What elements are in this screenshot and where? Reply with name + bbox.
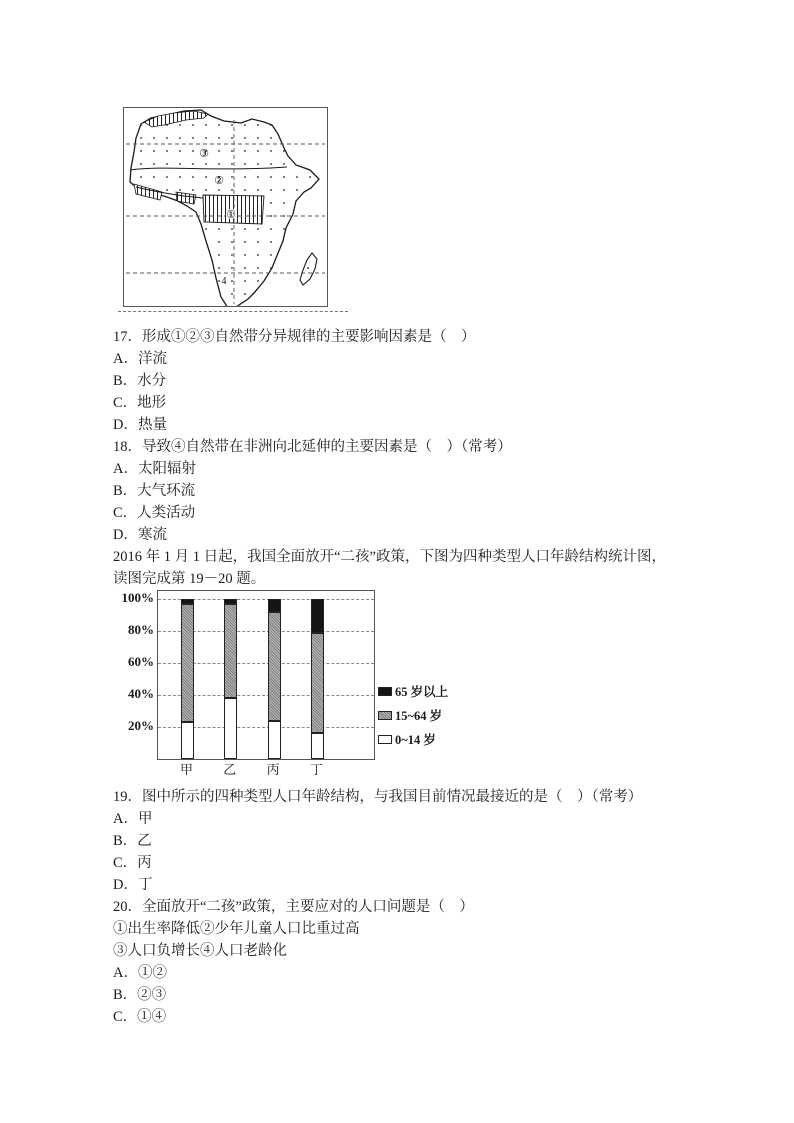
question-20-option-b: B．②③ — [113, 987, 167, 1003]
y-tick-label-40: 40% — [128, 686, 154, 701]
y-tick-label-80: 80% — [128, 622, 154, 637]
map-bottom-dashed-line — [118, 311, 348, 312]
question-18-option-b: B．大气环流 — [113, 483, 196, 499]
legend-item-15~64 岁 — [378, 703, 483, 727]
question-20-items-3-4: ③人口负增长④人口老龄化 — [113, 943, 287, 959]
bar-乙-15~64 岁 — [224, 604, 237, 698]
bar-乙-65 岁以上 — [224, 599, 237, 604]
map-label-zone4: 4 — [221, 276, 227, 287]
question-20-option-a: A．①② — [113, 965, 167, 981]
bar-丙-15~64 岁 — [268, 612, 281, 721]
chart-plot — [157, 590, 375, 760]
bar-甲-65 岁以上 — [181, 599, 194, 604]
question-18-option-a: A．太阳辐射 — [113, 461, 196, 477]
bar-甲-15~64 岁 — [181, 604, 194, 722]
question-17-option-b: B．水分 — [113, 373, 167, 389]
x-label-甲: 甲 — [179, 762, 193, 777]
map-label-zone3: ③ — [199, 148, 209, 160]
x-label-丙: 丙 — [266, 762, 280, 777]
question-18-option-d: D．寒流 — [113, 527, 167, 543]
question-17-option-a: A．洋流 — [113, 351, 167, 367]
africa-map-svg — [124, 108, 327, 306]
legend-item-65 岁以上 — [378, 679, 483, 703]
bar-丙-65 岁以上 — [268, 599, 281, 612]
question-20-text: 20．全面放开“二孩”政策，主要应对的人口问题是（ ） — [113, 899, 474, 915]
question-19-text: 19．图中所示的四种类型人口年龄结构，与我国目前情况最接近的是（ ）（常考） — [113, 789, 643, 805]
question-17-option-d: D．热量 — [113, 417, 167, 433]
x-label-乙: 乙 — [223, 762, 237, 777]
question-18-option-c: C．人类活动 — [113, 505, 196, 521]
y-tick-label-100: 100% — [121, 590, 154, 605]
question-19-option-d: D．丁 — [113, 877, 153, 893]
y-tick-label-60: 60% — [128, 654, 154, 669]
question-19-option-b: B．乙 — [113, 833, 152, 849]
bar-甲-0~14 岁 — [181, 722, 194, 759]
question-17-option-c: C．地形 — [113, 395, 167, 411]
bar-乙-0~14 岁 — [224, 698, 237, 759]
legend-label-0~14 岁: 0~14 岁 — [395, 733, 436, 747]
legend-label-65 岁以上: 65 岁以上 — [395, 685, 449, 699]
question-19-option-a: A．甲 — [113, 811, 153, 827]
bar-丁-65 岁以上 — [311, 599, 324, 633]
legend-swatch-65 岁以上 — [378, 687, 392, 696]
chart-legend — [378, 679, 483, 751]
intro-line-1: 2016 年 1 月 1 日起，我国全面放开“二孩”政策，下图为四种类型人口年龄结构统计图， — [113, 549, 666, 565]
intro-line-2: 读图完成第 19－20 题。 — [113, 571, 266, 587]
question-18-text: 18．导致④自然带在非洲向北延伸的主要因素是（ ）（常考） — [113, 439, 512, 455]
population-age-chart — [120, 583, 485, 788]
map-label-zone2: ② — [214, 175, 224, 187]
madagascar-island — [300, 253, 317, 285]
x-label-丁: 丁 — [309, 762, 323, 777]
y-tick-label-20: 20% — [128, 718, 154, 733]
question-17-text: 17．形成①②③自然带分异规律的主要影响因素是（ ） — [113, 329, 476, 345]
map-label-zone1: ① — [226, 209, 236, 221]
question-block-17-18 — [113, 326, 733, 590]
legend-item-0~14 岁 — [378, 727, 483, 751]
question-19-option-c: C．丙 — [113, 855, 152, 871]
question-20-items-1-2: ①出生率降低②少年儿童人口比重过高 — [113, 921, 360, 937]
legend-swatch-15~64 岁 — [378, 711, 392, 720]
bar-丁-0~14 岁 — [311, 733, 324, 759]
question-block-19-20 — [113, 786, 733, 1028]
madagascar-dot — [307, 267, 309, 269]
bar-丙-0~14 岁 — [268, 721, 281, 759]
question-20-option-c: C．①④ — [113, 1009, 167, 1025]
legend-swatch-0~14 岁 — [378, 735, 392, 744]
legend-label-15~64 岁: 15~64 岁 — [395, 709, 443, 723]
africa-map-figure — [123, 107, 328, 307]
chart-y-axis — [120, 590, 154, 758]
bar-丁-15~64 岁 — [311, 633, 324, 734]
